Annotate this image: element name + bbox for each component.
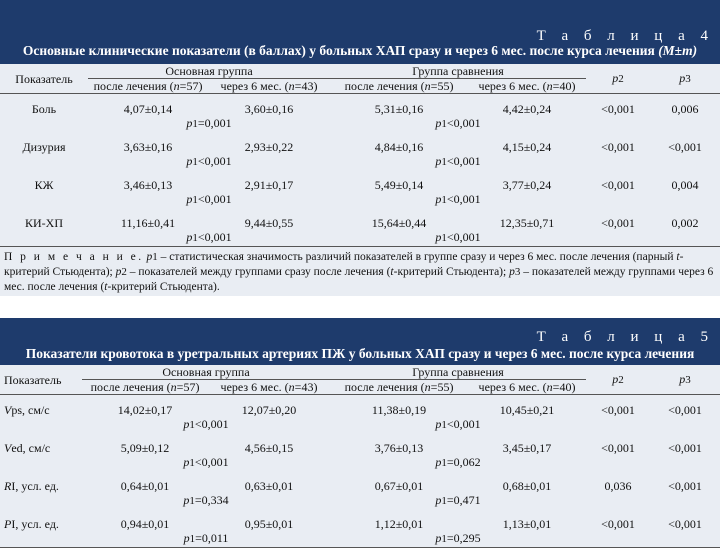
value-main-after: 11,16±0,41 (120, 216, 176, 230)
value-p3: 0,006 (671, 102, 699, 116)
value-comp-after: 5,49±0,14 (374, 178, 424, 192)
value-main-6m: 2,93±0,22 (244, 140, 294, 154)
value-comp-6m: 0,68±0,01 (502, 479, 552, 493)
p1-main: p1<0,001 (183, 417, 229, 431)
empty-cell (650, 493, 720, 509)
value-p2: <0,001 (601, 102, 635, 116)
group-main-header: Основная группа (88, 64, 330, 79)
value-p2: <0,001 (601, 441, 635, 455)
value-comp-after: 3,76±0,13 (374, 441, 424, 455)
group-compare-header-5: Группа сравнения (330, 365, 586, 380)
empty-cell (0, 455, 82, 471)
table-4-title-text: Основные клинические показатели (в баллах) у больных ХАП сразу и через 6 мес. после курса лечения (22, 43, 655, 58)
value-comp-after: 0,67±0,01 (374, 479, 424, 493)
value-main-after: 4,07±0,14 (123, 102, 173, 116)
empty-cell (586, 493, 650, 509)
sub-after-comp-5: после лечения (n=55) (330, 380, 468, 395)
value-main-6m: 9,44±0,55 (244, 216, 294, 230)
empty-cell (586, 116, 650, 132)
value-p3: <0,001 (668, 441, 702, 455)
table-4-number: Т а б л и ц а 4 (536, 28, 714, 44)
table-5-grid (0, 365, 720, 548)
sub-6m-main-5: через 6 мес. (n=43) (208, 380, 330, 395)
value-comp-6m: 3,45±0,17 (502, 441, 552, 455)
empty-cell (650, 116, 720, 132)
p1-compare: p1=0,295 (330, 531, 586, 548)
value-p2: <0,001 (601, 178, 635, 192)
empty-cell (0, 230, 88, 246)
value-p2: <0,001 (601, 216, 635, 230)
row-name: КЖ (34, 178, 54, 192)
sub-after-main-5: после лечения (n=57) (82, 380, 208, 395)
empty-cell (650, 531, 720, 548)
p1-compare: p1<0,001 (435, 417, 481, 431)
row-name: RI, усл. ед. (4, 479, 59, 493)
table-row (0, 433, 720, 455)
empty-cell (0, 116, 88, 132)
value-main-6m: 0,63±0,01 (244, 479, 294, 493)
p1-compare: p1<0,001 (435, 116, 481, 130)
value-p3: <0,001 (668, 140, 702, 154)
value-p2: <0,001 (601, 403, 635, 417)
col-indicator: Показатель (0, 64, 88, 94)
p1-row (0, 192, 720, 208)
value-comp-after: 5,31±0,16 (374, 102, 424, 116)
table-row (0, 395, 720, 418)
value-p3: <0,001 (668, 403, 702, 417)
table-row (0, 170, 720, 192)
value-main-6m: 12,07±0,20 (241, 403, 297, 417)
value-comp-after: 11,38±0,19 (371, 403, 427, 417)
value-comp-6m: 4,15±0,24 (502, 140, 552, 154)
value-p2: <0,001 (601, 140, 635, 154)
empty-cell (586, 230, 650, 246)
sub-6m-comp: через 6 мес. (n=40) (468, 79, 586, 94)
table-5-header (0, 318, 720, 365)
p1-row (0, 493, 720, 509)
p1-row (0, 116, 720, 132)
value-main-6m: 4,56±0,15 (244, 441, 294, 455)
table-5-title: Показатели кровотока в уретральных артериях ПЖ у больных ХАП сразу и через 6 мес. после курса лечения (25, 346, 695, 361)
table-row (0, 132, 720, 154)
value-p2: 0,036 (604, 479, 632, 493)
value-comp-6m: 12,35±0,71 (499, 216, 555, 230)
value-main-6m: 3,60±0,16 (244, 102, 294, 116)
empty-cell (0, 493, 82, 509)
sub-after-main: после лечения (n=57) (88, 79, 208, 94)
col-p2-5: p2 (586, 365, 650, 395)
empty-cell (586, 192, 650, 208)
p1-main: p1=0,334 (183, 493, 229, 507)
p1-main: p1<0,001 (186, 154, 232, 168)
value-main-6m: 2,91±0,17 (244, 178, 294, 192)
value-p3: <0,001 (668, 479, 702, 493)
table-5-number: Т а б л и ц а 5 (536, 329, 714, 345)
table-row (0, 471, 720, 493)
value-p2: <0,001 (601, 517, 635, 531)
empty-cell (586, 154, 650, 170)
table-5 (0, 318, 720, 547)
empty-cell (650, 154, 720, 170)
empty-cell (650, 455, 720, 471)
row-name: КИ-ХП (25, 216, 63, 230)
value-comp-6m: 1,13±0,01 (502, 517, 552, 531)
p1-row (0, 417, 720, 433)
table-5-body (0, 395, 720, 548)
group-compare-header: Группа сравнения (330, 64, 586, 79)
table-row (0, 208, 720, 230)
table-4-note (0, 246, 720, 295)
table-4-grid (0, 64, 720, 246)
table-row (0, 509, 720, 531)
value-main-after: 3,63±0,16 (123, 140, 173, 154)
empty-cell (586, 455, 650, 471)
value-p3: 0,002 (671, 216, 699, 230)
p1-compare: p1<0,001 (435, 192, 481, 206)
empty-cell (0, 192, 88, 208)
note-text: p1 – статистическая значимость различий показателей в группе сразу и через 6 мес. после лечения (парный t-критерий Стьюдента); p2 – показателей между группами сразу после лечения (t-критерий Стьюдента); p3 – показателей между группами через 6 мес. после лечения (t-критерий Стьюдента). (4, 251, 714, 293)
row-name: Vps, см/с (4, 403, 50, 417)
p1-main: p1<0,001 (186, 192, 232, 206)
p1-main: p1<0,001 (186, 230, 232, 244)
empty-cell (650, 192, 720, 208)
note-label: П р и м е ч а н и е. (4, 251, 144, 263)
value-comp-6m: 3,77±0,24 (502, 178, 552, 192)
p1-main: p1=0,001 (186, 116, 232, 130)
table-4-body (0, 94, 720, 247)
p1-main: p1<0,001 (183, 455, 229, 469)
group-main-header-5: Основная группа (82, 365, 330, 380)
row-name: PI, усл. ед. (4, 517, 59, 531)
table-4-title-suffix: (M±m) (658, 43, 698, 58)
row-name: Ved, см/с (4, 441, 51, 455)
p1-row (0, 455, 720, 471)
p1-compare: p1<0,001 (435, 230, 481, 244)
sub-6m-main: через 6 мес. (n=43) (208, 79, 330, 94)
value-main-after: 5,09±0,12 (120, 441, 170, 455)
p1-row (0, 531, 720, 548)
p1-row (0, 230, 720, 246)
p1-main: p1=0,011 (82, 531, 330, 548)
value-p3: <0,001 (668, 517, 702, 531)
value-main-after: 0,64±0,01 (120, 479, 170, 493)
value-main-6m: 0,95±0,01 (244, 517, 294, 531)
p1-row (0, 154, 720, 170)
row-name: Дизурия (22, 140, 66, 154)
value-comp-6m: 10,45±0,21 (499, 403, 555, 417)
value-main-after: 0,94±0,01 (120, 517, 170, 531)
value-comp-after: 1,12±0,01 (374, 517, 424, 531)
p1-compare: p1=0,471 (435, 493, 481, 507)
p1-compare: p1=0,062 (435, 455, 481, 469)
sub-after-comp: после лечения (n=55) (330, 79, 468, 94)
sub-6m-comp-5: через 6 мес. (n=40) (468, 380, 586, 395)
empty-cell (586, 531, 650, 548)
value-main-after: 3,46±0,13 (123, 178, 173, 192)
table-4-title (0, 43, 720, 59)
empty-cell (0, 417, 82, 433)
value-main-after: 14,02±0,17 (117, 403, 173, 417)
table-gap (0, 296, 720, 318)
value-p3: 0,004 (671, 178, 699, 192)
value-comp-after: 4,84±0,16 (374, 140, 424, 154)
col-p3-5: p3 (650, 365, 720, 395)
empty-cell (586, 417, 650, 433)
col-p2: p2 (586, 64, 650, 94)
table-row (0, 94, 720, 117)
row-name: Боль (31, 102, 57, 116)
value-comp-after: 15,64±0,44 (371, 216, 427, 230)
empty-cell (0, 154, 88, 170)
empty-cell (650, 230, 720, 246)
value-comp-6m: 4,42±0,24 (502, 102, 552, 116)
col-p3: p3 (650, 64, 720, 94)
empty-cell (650, 417, 720, 433)
empty-cell (0, 531, 82, 548)
table-4-header (0, 0, 720, 64)
p1-compare: p1<0,001 (435, 154, 481, 168)
col-indicator-5: Показатель (0, 365, 82, 395)
